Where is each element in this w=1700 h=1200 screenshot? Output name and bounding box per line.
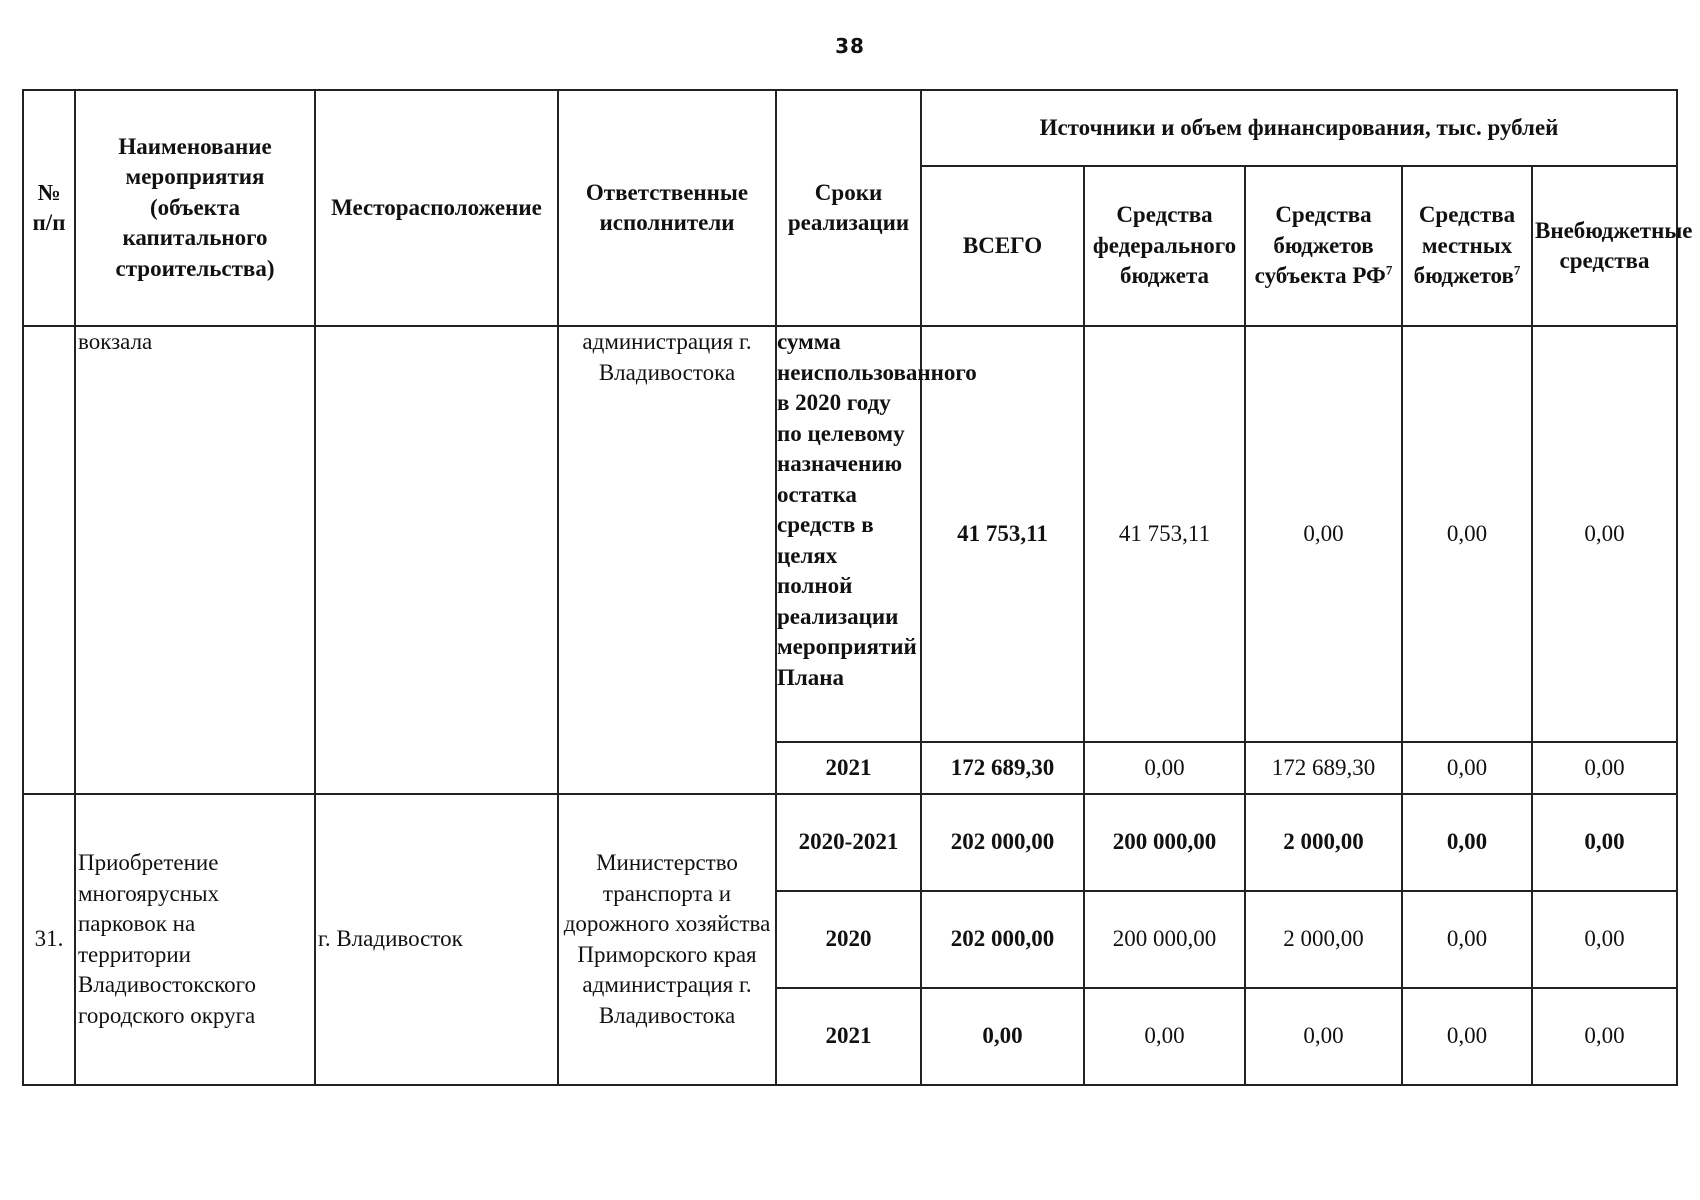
cell-regional: 2 000,00 (1245, 891, 1402, 988)
cell-total: 0,00 (921, 988, 1084, 1085)
header-name: Наименование мероприятия (объекта капитального строительства) (75, 90, 315, 326)
cell-total: 172 689,30 (921, 742, 1084, 794)
cell-name: вокзала (75, 326, 315, 794)
cell-local: 0,00 (1402, 326, 1532, 742)
page-number: 38 (835, 34, 865, 58)
cell-total: 202 000,00 (921, 794, 1084, 891)
header-row (23, 90, 1677, 166)
cell-period: сумма неиспользованного в 2020 году по целевому назначению остатка средств в целях полной реализации мероприятий Плана (776, 326, 921, 742)
cell-extrabudget: 0,00 (1532, 326, 1677, 742)
cell-regional: 172 689,30 (1245, 742, 1402, 794)
table-row (23, 326, 1677, 742)
header-regional (1245, 166, 1402, 326)
header-sources-group: Источники и объем финансирования, тыс. рублей (921, 90, 1677, 166)
cell-period: 2021 (776, 988, 921, 1085)
cell-federal: 0,00 (1084, 988, 1245, 1085)
header-regional-footnote: 7 (1385, 262, 1393, 278)
cell-regional: 0,00 (1245, 988, 1402, 1085)
cell-num (23, 326, 75, 794)
cell-location (315, 326, 558, 794)
cell-executors: администрация г. Владивостока (558, 326, 776, 794)
cell-num: 31. (23, 794, 75, 1085)
cell-regional: 0,00 (1245, 326, 1402, 742)
cell-period: 2021 (776, 742, 921, 794)
cell-period: 2020 (776, 891, 921, 988)
cell-period: 2020-2021 (776, 794, 921, 891)
cell-extrabudget: 0,00 (1532, 742, 1677, 794)
header-local-label: Средства местных бюджетов (1413, 202, 1516, 289)
cell-regional: 2 000,00 (1245, 794, 1402, 891)
header-extrabudget: Внебюджетные средства (1532, 166, 1677, 326)
cell-extrabudget: 0,00 (1532, 988, 1677, 1085)
cell-executors: Министерство транспорта и дорожного хозяйства Приморского края администрация г. Владивостока (558, 794, 776, 1085)
cell-total: 41 753,11 (921, 326, 1084, 742)
header-period: Сроки реализации (776, 90, 921, 326)
table-row (23, 794, 1677, 891)
cell-extrabudget: 0,00 (1532, 794, 1677, 891)
cell-federal: 200 000,00 (1084, 891, 1245, 988)
header-local (1402, 166, 1532, 326)
header-local-footnote: 7 (1513, 262, 1521, 278)
cell-local: 0,00 (1402, 891, 1532, 988)
header-regional-label: Средства бюджетов субъекта РФ (1254, 202, 1386, 289)
cell-federal: 200 000,00 (1084, 794, 1245, 891)
header-federal: Средства федерального бюджета (1084, 166, 1245, 326)
cell-name: Приобретение многоярусных парковок на территории Владивостокского городского округа (75, 794, 315, 1085)
header-executors: Ответственные исполнители (558, 90, 776, 326)
header-num: № п/п (23, 90, 75, 326)
header-total: ВСЕГО (921, 166, 1084, 326)
financing-table (22, 89, 1693, 1086)
cell-local: 0,00 (1402, 794, 1532, 891)
cell-location: г. Владивосток (315, 794, 558, 1085)
cell-extrabudget: 0,00 (1532, 891, 1677, 988)
cell-total: 202 000,00 (921, 891, 1084, 988)
cell-federal: 41 753,11 (1084, 326, 1245, 742)
cell-local: 0,00 (1402, 988, 1532, 1085)
cell-local: 0,00 (1402, 742, 1532, 794)
header-location: Месторасположение (315, 90, 558, 326)
cell-federal: 0,00 (1084, 742, 1245, 794)
